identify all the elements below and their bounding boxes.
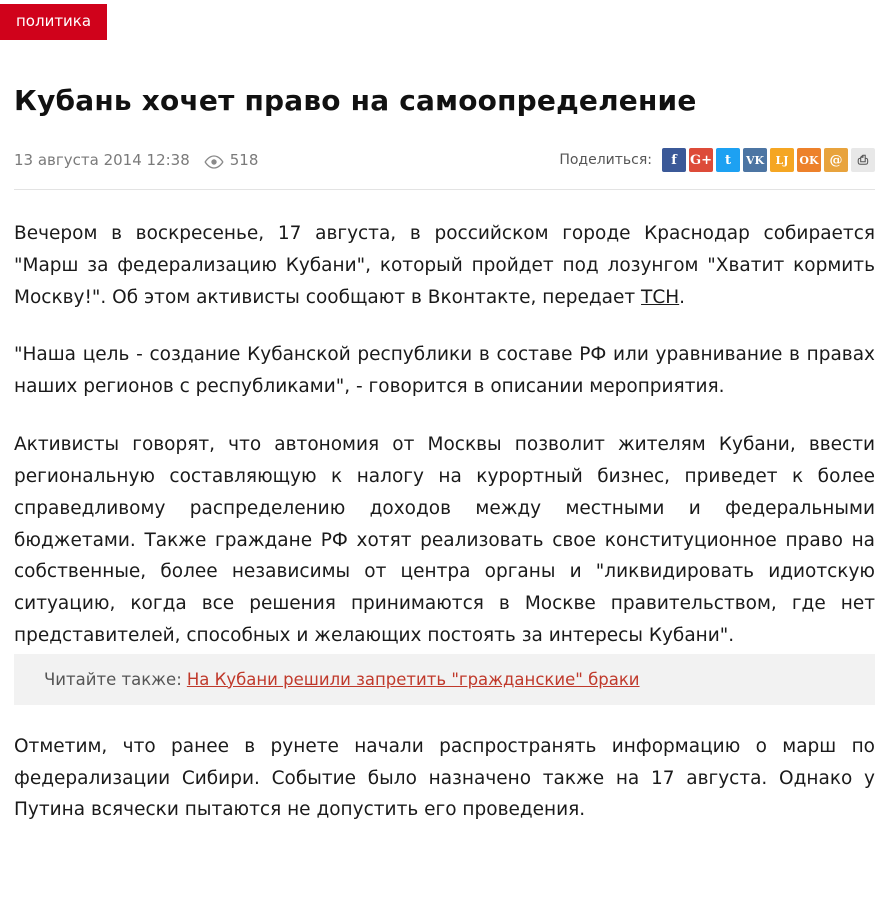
share-icons — [662, 148, 875, 172]
paragraph-3: Активисты говорят, что автономия от Москвы позволит жителям Кубани, ввести региональную составляющую к налогу на курортный бизнес, приведет к более справедливому распределению доходов между местными и федеральными бюджетами. Также граждане РФ хотят реализовать свое конституционное право на собственные, более независимы от центра органы и "ликвидировать идиотскую ситуацию, когда все решения принимаются в Москве правительством, где нет представителей, способных и желающих постоять за интересы Кубани". — [14, 434, 875, 646]
category-bar — [0, 0, 889, 44]
publish-date: 13 августа 2014 12:38 — [14, 151, 190, 169]
paragraph-4: Отметим, что ранее в рунете начали распространять информацию о марш по федерализации Сибири. Событие было назначено также на 17 августа. Однако у Путина всячески пытаются не допустить его проведения. — [14, 735, 875, 821]
vkontakte-share-icon[interactable]: VK — [743, 148, 767, 172]
paragraph-1-tail: . — [679, 286, 686, 308]
google-plus-share-icon[interactable]: G+ — [689, 148, 713, 172]
mailru-share-icon[interactable]: @ — [824, 148, 848, 172]
article-body — [14, 190, 875, 652]
print-icon[interactable]: ⎙ — [851, 148, 875, 172]
paragraph-1-text: Вечером в воскресенье, 17 августа, в российском городе Краснодар собирается "Марш за федерализацию Кубани", который пройдет под лозунгом "Хватит кормить Москву!". Об этом активисты сообщают в Вконтакте, передает — [14, 223, 875, 308]
category-tag[interactable]: политика — [0, 4, 107, 40]
share-label: Поделиться: — [559, 152, 652, 168]
read-also-link[interactable]: На Кубани решили запретить "гражданские" браки — [186, 669, 640, 689]
article-meta — [14, 145, 875, 175]
facebook-share-icon[interactable]: f — [662, 148, 686, 172]
twitter-share-icon[interactable]: t — [716, 148, 740, 172]
odnoklassniki-share-icon[interactable]: OK — [797, 148, 821, 172]
read-also-label: Читайте также: — [44, 669, 182, 689]
share-block — [559, 148, 875, 172]
source-link[interactable]: ТСН — [641, 286, 680, 308]
read-also-box — [14, 654, 875, 705]
eye-icon — [204, 155, 224, 169]
livejournal-share-icon[interactable]: LJ — [770, 148, 794, 172]
views-count: 518 — [229, 151, 259, 169]
meta-left — [14, 151, 258, 169]
paragraph-1 — [14, 218, 875, 313]
page-title: Кубань хочет право на самоопределение — [14, 84, 697, 117]
paragraph-2: "Наша цель - создание Кубанской республики в составе РФ или уравнивание в правах наших регионов с республиками", - говорится в описании мероприятия. — [14, 344, 875, 398]
article-body-continued — [14, 731, 875, 826]
